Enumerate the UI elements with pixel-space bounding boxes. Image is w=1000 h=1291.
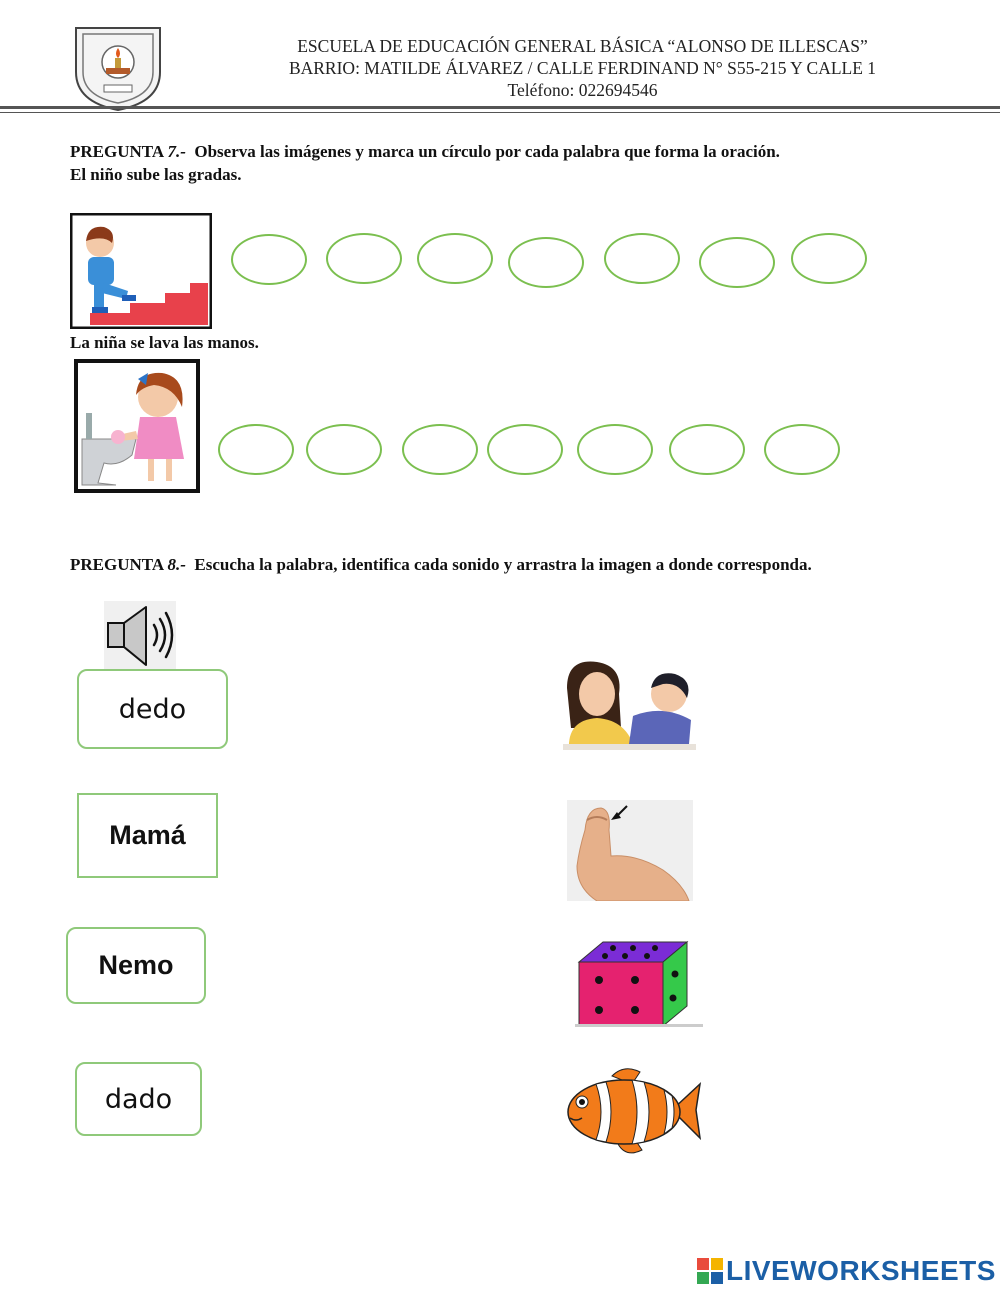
school-logo — [68, 22, 168, 112]
word-circle[interactable] — [669, 424, 745, 475]
word-circle[interactable] — [604, 233, 680, 284]
question-label: PREGUNTA — [70, 555, 164, 574]
word-circle[interactable] — [791, 233, 867, 284]
liveworksheets-brand: LIVEWORKSHEETS — [726, 1255, 996, 1286]
question-number: 8.- — [167, 555, 186, 574]
header-divider — [0, 106, 1000, 109]
girl-washing-hands-image — [74, 359, 202, 493]
question-instruction: Observa las imágenes y marca un círculo por cada palabra que forma la oración. — [194, 142, 780, 161]
boy-climbing-stairs-image — [70, 213, 212, 329]
word-circle[interactable] — [402, 424, 478, 475]
word-card-dedo[interactable]: dedo — [77, 669, 228, 749]
speaker-icon[interactable] — [104, 601, 176, 671]
clownfish-image[interactable] — [562, 1062, 702, 1158]
word-circle[interactable] — [699, 237, 775, 288]
mother-and-child-image[interactable] — [563, 658, 696, 750]
word-circle[interactable] — [417, 233, 493, 284]
question-label: PREGUNTA — [70, 142, 164, 161]
header-line-2: BARRIO: MATILDE ÁLVAREZ / CALLE FERDINAND N° S55-215 Y CALLE 1 — [288, 58, 877, 78]
word-circle[interactable] — [508, 237, 584, 288]
liveworksheets-logo — [697, 1258, 723, 1284]
word-card-dado[interactable]: dado — [75, 1062, 202, 1136]
question-number: 7.- — [167, 142, 186, 161]
word-circle[interactable] — [326, 233, 402, 284]
sentence-1: El niño sube las gradas. — [70, 165, 242, 184]
header-line-3: Teléfono: 022694546 — [507, 80, 658, 100]
header-line-1: ESCUELA DE EDUCACIÓN GENERAL BÁSICA “ALONSO DE ILLESCAS” — [297, 36, 868, 56]
word-circle[interactable] — [306, 424, 382, 475]
word-circle[interactable] — [577, 424, 653, 475]
word-circle[interactable] — [487, 424, 563, 475]
sentence-2: La niña se lava las manos. — [70, 333, 259, 352]
question-8-heading — [70, 555, 812, 575]
question-7-heading — [70, 142, 780, 162]
word-circle[interactable] — [764, 424, 840, 475]
word-card-nemo[interactable]: Nemo — [66, 927, 206, 1004]
word-circle[interactable] — [231, 234, 307, 285]
dice-image[interactable] — [575, 940, 703, 1028]
question-instruction: Escucha la palabra, identifica cada sonido y arrastra la imagen a donde corresponda. — [194, 555, 812, 574]
word-card-mama[interactable]: Mamá — [77, 793, 218, 878]
word-circle[interactable] — [218, 424, 294, 475]
finger-image[interactable] — [567, 800, 693, 901]
header-divider-thin — [0, 112, 1000, 113]
